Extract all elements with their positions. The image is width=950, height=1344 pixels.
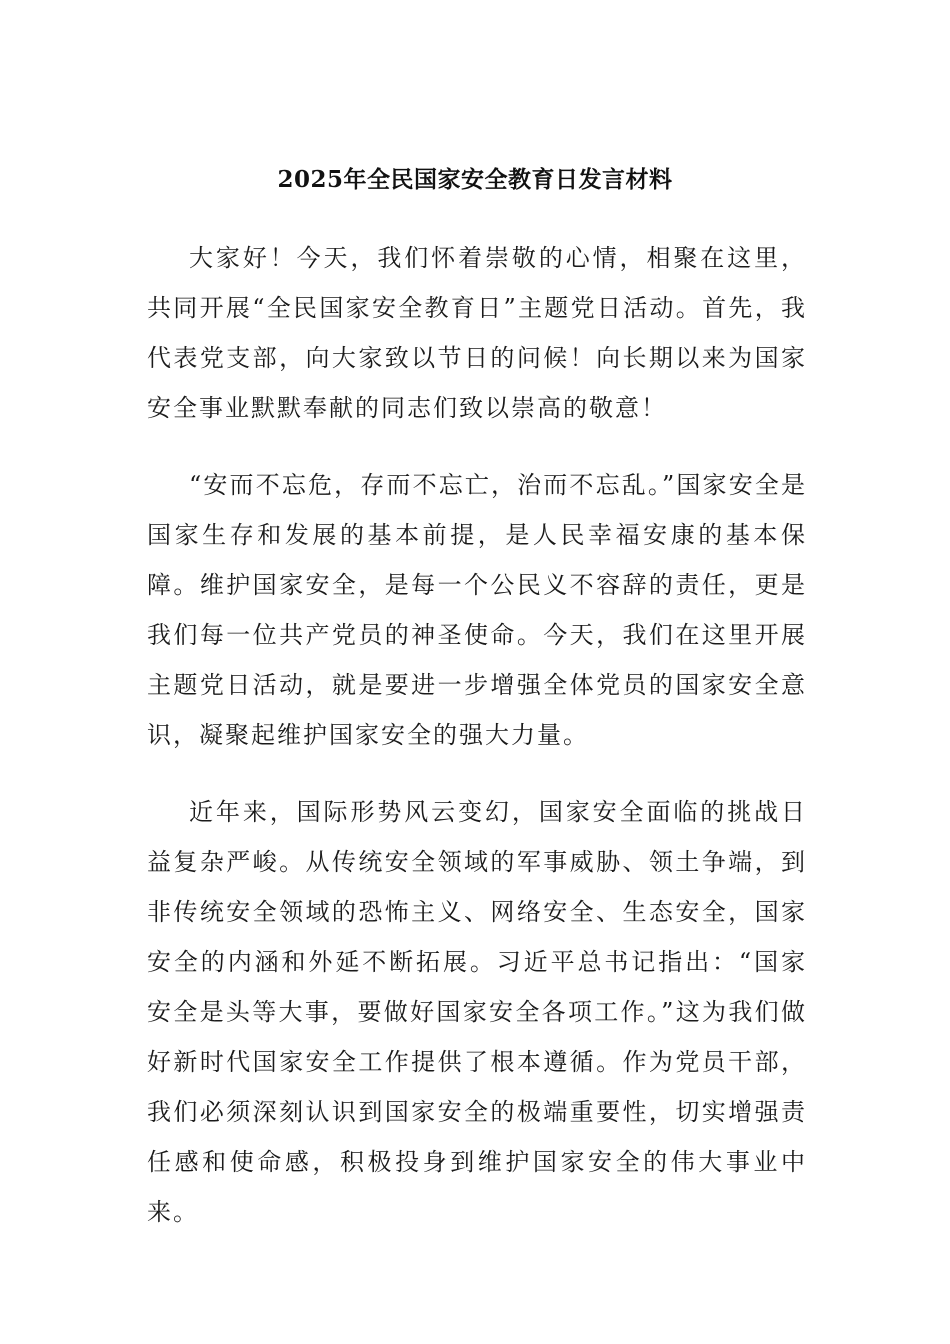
- paragraph-situation: 近年来，国际形势风云变幻，国家安全面临的挑战日益复杂严峻。从传统安全领域的军事威胁、领土争端，到非传统安全领域的恐怖主义、网络安全、生态安全，国家安全的内涵和外延不断拓展。习近平总书记指出：“国家安全是头等大事，要做好国家安全各项工作。”这为我们做好新时代国家安全工作提供了根本遵循。作为党员干部，我们必须深刻认识到国家安全的极端重要性，切实增强责任感和使命感，积极投身到维护国家安全的伟大事业中来。: [147, 798, 807, 1226]
- paragraph-importance: “安而不忘危，存而不忘亡，治而不忘乱。”国家安全是国家生存和发展的基本前提，是人民幸福安康的基本保障。维护国家安全，是每一个公民义不容辞的责任，更是我们每一位共产党员的神圣使命。今天，我们在这里开展主题党日活动，就是要进一步增强全体党员的国家安全意识，凝聚起维护国家安全的强大力量。: [147, 471, 807, 749]
- document-title: 2025年全民国家安全教育日发言材料: [277, 166, 673, 193]
- paragraph-greeting: 大家好！今天，我们怀着崇敬的心情，相聚在这里，共同开展“全民国家安全教育日”主题党日活动。首先，我代表党支部，向大家致以节日的问候！向长期以来为国家安全事业默默奉献的同志们致以崇高的敬意！: [147, 244, 807, 422]
